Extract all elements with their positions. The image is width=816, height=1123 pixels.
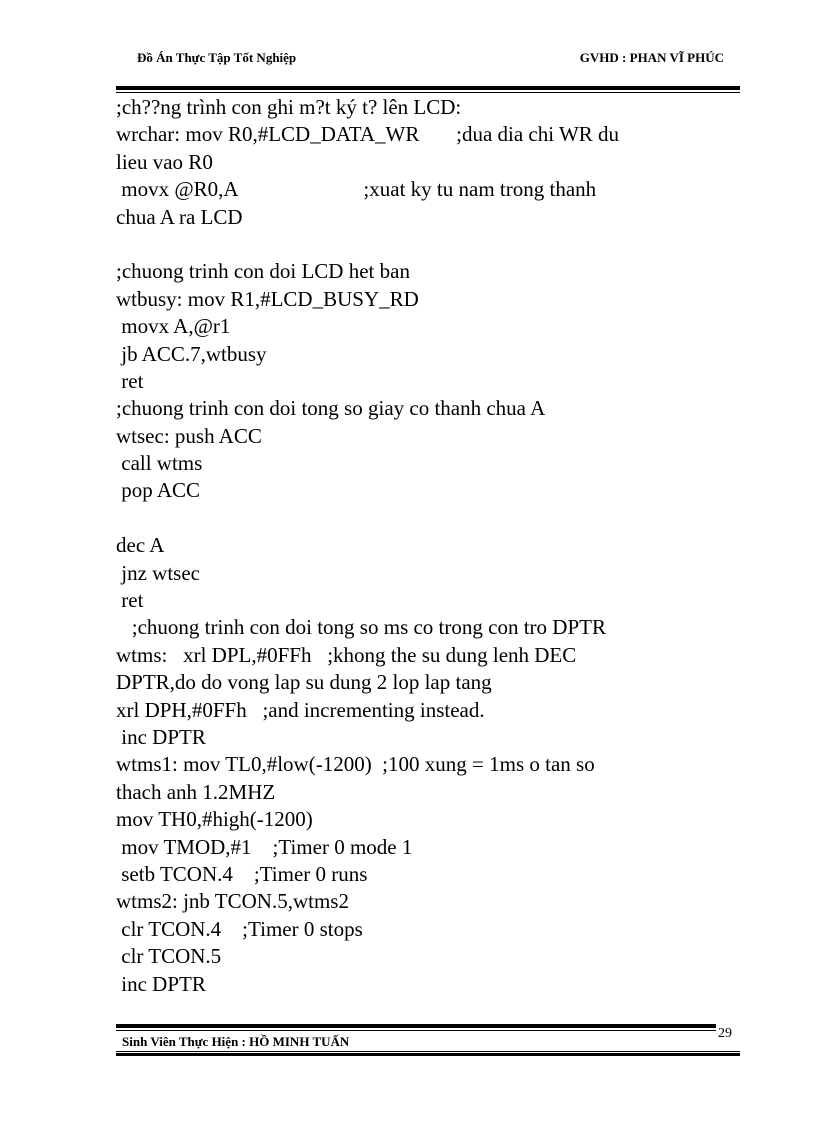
code-line: thach anh 1.2MHZ [116,779,276,804]
code-line: wtms2: jnb TCON.5,wtms2 [116,889,349,914]
header-title: Đồ Án Thực Tập Tốt Nghiệp [137,50,297,65]
code-line [116,505,726,532]
code-line: wtsec: push ACC [116,423,262,448]
code-line: jnz wtsec [116,560,200,585]
code-line: ;chuong trinh con doi tong so ms co trong con tro DPTR [116,615,606,640]
footer-rule-thick [116,1024,716,1028]
header-rule-thick [116,86,740,90]
code-line: DPTR,do do vong lap su dung 2 lop lap tang [116,670,492,695]
page-number: 29 [718,1026,732,1041]
code-line: inc DPTR [116,971,206,996]
code-line: mov TH0,#high(-1200) [116,807,313,832]
code-line: wtbusy: mov R1,#LCD_BUSY_RD [116,286,419,311]
code-line: movx A,@r1 [116,314,231,339]
code-line: ret [116,588,144,613]
code-line: chua A ra LCD [116,204,243,229]
code-line: dec A [116,533,165,558]
code-line: ;chuong trinh con doi tong so giay co thanh chua A [116,396,546,421]
code-line: lieu vao R0 [116,149,213,174]
footer-author: Sinh Viên Thực Hiện : HỒ MINH TUẤN [122,1034,350,1049]
code-line: clr TCON.5 [116,944,222,969]
code-line: wrchar: mov R0,#LCD_DATA_WR ;dua dia chi WR du [116,122,620,147]
footer-rule-bottom-thin [116,1051,740,1052]
code-line: setb TCON.4 ;Timer 0 runs [116,861,368,886]
code-listing [116,94,726,998]
code-line: wtms: xrl DPL,#0FFh ;khong the su dung lenh DEC [116,642,577,667]
code-line: ;chuong trinh con doi LCD het ban [116,259,410,284]
code-line: inc DPTR [116,724,206,749]
code-line: xrl DPH,#0FFh ;and incrementing instead. [116,697,485,722]
code-line: mov TMOD,#1 ;Timer 0 mode 1 [116,834,413,859]
code-line: ;ch??ng trình con ghi m?t ký t? lên LCD: [116,95,462,119]
code-line: clr TCON.4 ;Timer 0 stops [116,916,363,941]
header-rule-thin [116,92,740,93]
code-line: pop ACC [116,478,201,503]
code-line: ret [116,368,144,393]
code-line: wtms1: mov TL0,#low(-1200) ;100 xung = 1ms o tan so [116,752,595,777]
footer-rule-bottom-thick [116,1053,740,1056]
code-line: movx @R0,A ;xuat ky tu nam trong thanh [116,177,597,202]
code-line: call wtms [116,451,203,476]
header-advisor: GVHD : PHAN VĨ PHÚC [579,50,724,65]
code-line: jb ACC.7,wtbusy [116,341,267,366]
footer-rule-thin [116,1030,716,1031]
code-line [116,231,726,258]
